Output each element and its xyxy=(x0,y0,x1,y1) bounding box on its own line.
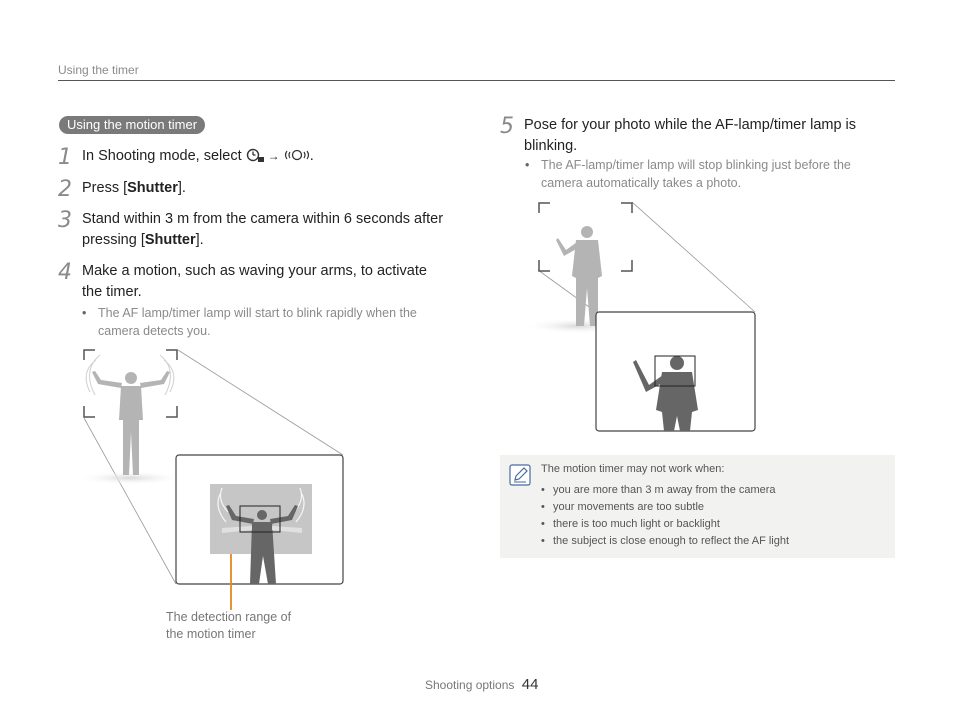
step-number-1: 1 xyxy=(58,145,72,170)
step-5-line-1: Pose for your photo while the AF-lamp/timer lamp is xyxy=(524,117,857,133)
page-footer xyxy=(425,676,538,693)
section-label: Using the motion timer xyxy=(59,116,205,134)
note-item-text: the subject is close enough to reflect the AF light xyxy=(553,535,790,547)
step-2-prefix: Press [ xyxy=(82,180,128,196)
step-4-line-1: Make a motion, such as waving your arms, to activate xyxy=(82,263,427,279)
step-4-bullet-line-2: camera detects you. xyxy=(98,324,211,338)
note-pencil-icon xyxy=(509,464,531,486)
bullet-icon: • xyxy=(541,484,545,496)
step-number-2: 2 xyxy=(58,177,72,202)
bullet-icon: • xyxy=(525,158,530,172)
note-item-text: there is too much light or backlight xyxy=(553,518,720,530)
step-1-arrow: → xyxy=(267,149,280,163)
note-item-text: your movements are too subtle xyxy=(553,501,705,513)
step-3-prefix: pressing [ xyxy=(82,232,145,248)
note-item xyxy=(541,533,790,550)
note-item xyxy=(541,516,720,533)
footer-section-label: Shooting options xyxy=(425,678,515,692)
note-box xyxy=(500,455,895,558)
step-2-suffix: ]. xyxy=(177,180,186,196)
step-4-bullet-line-1: The AF lamp/timer lamp will start to blink rapidly when the xyxy=(98,306,417,320)
step-5-bullet-line-1: The AF-lamp/timer lamp will stop blinking just before the xyxy=(541,158,851,172)
step-number-4: 4 xyxy=(58,260,72,285)
shutter-key-label: Shutter xyxy=(127,180,178,196)
running-header: Using the timer xyxy=(58,63,139,77)
step-number-3: 3 xyxy=(58,208,72,233)
note-item xyxy=(541,499,705,516)
step-1-label: In Shooting mode, select xyxy=(82,148,242,164)
bullet-icon: • xyxy=(82,306,87,320)
step-5-line-2: blinking. xyxy=(524,138,578,154)
step-number-5: 5 xyxy=(500,114,514,139)
step-3-suffix: ]. xyxy=(195,232,204,248)
note-item xyxy=(541,482,776,499)
step-4-line-2: the timer. xyxy=(82,284,142,300)
caption-line-2: the motion timer xyxy=(166,627,256,641)
note-heading: The motion timer may not work when: xyxy=(541,463,725,475)
bullet-icon: • xyxy=(541,518,545,530)
page-number: 44 xyxy=(521,676,539,693)
caption-line-1: The detection range of xyxy=(166,610,292,624)
bullet-icon: • xyxy=(541,501,545,513)
step-5-bullet-line-2: camera automatically takes a photo. xyxy=(541,176,742,190)
note-item-text: you are more than 3 m away from the camera xyxy=(553,484,776,496)
step-3-line-1: Stand within 3 m from the camera within 6 seconds after xyxy=(82,211,444,227)
step-1-text: In Shooting mode, select → . xyxy=(82,148,314,164)
shutter-key-label: Shutter xyxy=(144,232,196,248)
bullet-icon: • xyxy=(541,535,545,547)
